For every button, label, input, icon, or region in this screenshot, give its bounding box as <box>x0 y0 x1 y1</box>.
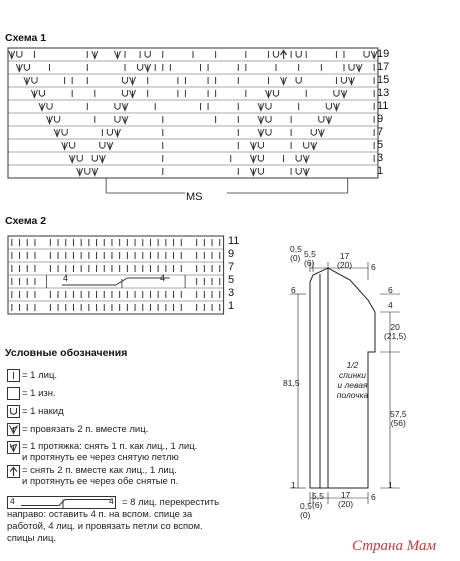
legend-dec3-text2: и протянуть ее через обе снятые п. <box>22 476 179 487</box>
legend-title: Условные обозначения <box>5 347 128 359</box>
bottom-left-dim: 0,5 (0) <box>300 501 312 520</box>
scheme1-row-number: 13 <box>377 87 390 99</box>
scheme1-row-number: 15 <box>377 74 390 86</box>
scheme1-row-number: 1 <box>377 165 384 177</box>
legend-cable-text4: спицы лиц. <box>7 533 57 544</box>
scheme2-row-number: 7 <box>228 261 235 273</box>
cable-label-left: 4 <box>63 273 69 283</box>
double-decrease-icon <box>7 465 21 478</box>
legend-pull-text2: и протянуть ее через снятую петлю <box>22 452 179 463</box>
legend-cable-label-left: 4 <box>10 496 15 506</box>
legend-dec3-text: = снять 2 п. вместе как лиц., 1 лиц. <box>22 465 177 476</box>
legend-knit-text: = 1 лиц. <box>22 370 58 381</box>
bottom-left1-dim: 1 <box>291 480 296 490</box>
top-left2-dim: 5,5 (6) <box>304 249 316 268</box>
scheme1-row-number: 3 <box>377 152 384 164</box>
legend-item-purl <box>7 387 21 405</box>
legend-item-yo <box>7 405 21 423</box>
cable-cross-icon <box>7 496 117 509</box>
legend-cable-text2: направо: оставить 4 п. на вспом. спице за <box>7 509 193 520</box>
legend-purl-text: = 1 изн. <box>22 388 56 399</box>
legend-item-k2tog <box>7 423 21 441</box>
center-label: 1/2 спинки и левая полочка <box>336 360 369 400</box>
scheme1-row-number: 5 <box>377 139 384 151</box>
scheme1-row-number: 7 <box>377 126 384 138</box>
cable-label-right: 4 <box>160 273 166 283</box>
scheme2-title: Схема 2 <box>5 215 47 227</box>
right-6-dim: 6 <box>388 285 393 295</box>
scheme1-row-number: 17 <box>377 61 390 73</box>
top-right-dim: 6 <box>371 262 376 272</box>
legend-cable-text: = 8 лиц. перекрестить <box>122 497 220 508</box>
left-top-dim: 6 <box>291 285 296 295</box>
yarn-over-icon <box>7 405 21 418</box>
legend-cable-label-right: 4 <box>109 496 114 506</box>
scheme1-row-number: 19 <box>377 48 390 60</box>
pull-through-icon <box>7 441 21 454</box>
right-4-dim: 4 <box>388 300 393 310</box>
legend-yo-text: = 1 накид <box>22 406 64 417</box>
repeat-label: MS <box>186 191 203 203</box>
legend-item-knit <box>7 369 21 387</box>
purl-symbol-icon <box>7 387 21 400</box>
scheme2-chart <box>0 228 230 320</box>
legend-item-dec3 <box>7 465 21 483</box>
scheme1-row-number: 9 <box>377 113 384 125</box>
legend-cable-text3: работой, 4 лиц. и провязать петли со вспом. <box>7 521 203 532</box>
right-lower-dim: 57,5 (56) <box>390 409 407 428</box>
legend-k2tog-text: = провязать 2 п. вместе лиц. <box>22 424 149 435</box>
bottom-right-dim: 6 <box>371 492 376 502</box>
left-height-dim: 81,5 <box>283 378 300 388</box>
scheme1-row-number: 11 <box>377 100 389 112</box>
top-width-dim: 17 (20) <box>337 251 353 270</box>
scheme2-row-number: 11 <box>228 235 240 247</box>
scheme2-row-number: 1 <box>228 300 235 312</box>
scheme2-row-number: 9 <box>228 248 235 260</box>
right-height-dim: 20 (21,5) <box>384 322 407 341</box>
legend-item-pull <box>7 441 21 459</box>
legend-pull-text: = 1 протяжка: снять 1 п. как лиц., 1 лиц. <box>22 441 198 452</box>
bottom-width-dim: 17 (20) <box>338 490 354 509</box>
bottom-left2-dim: 5,5 (6) <box>312 491 324 510</box>
top-left-dim: 0,5 (0) <box>290 244 302 263</box>
watermark: Страна Мам <box>352 538 437 554</box>
knit-symbol-icon <box>7 369 21 382</box>
scheme2-row-number: 3 <box>228 287 235 299</box>
bottom-right1-dim: 1 <box>388 480 393 490</box>
k2tog-icon <box>7 423 21 436</box>
scheme1-title: Схема 1 <box>5 32 47 44</box>
scheme2-row-number: 5 <box>228 274 235 286</box>
